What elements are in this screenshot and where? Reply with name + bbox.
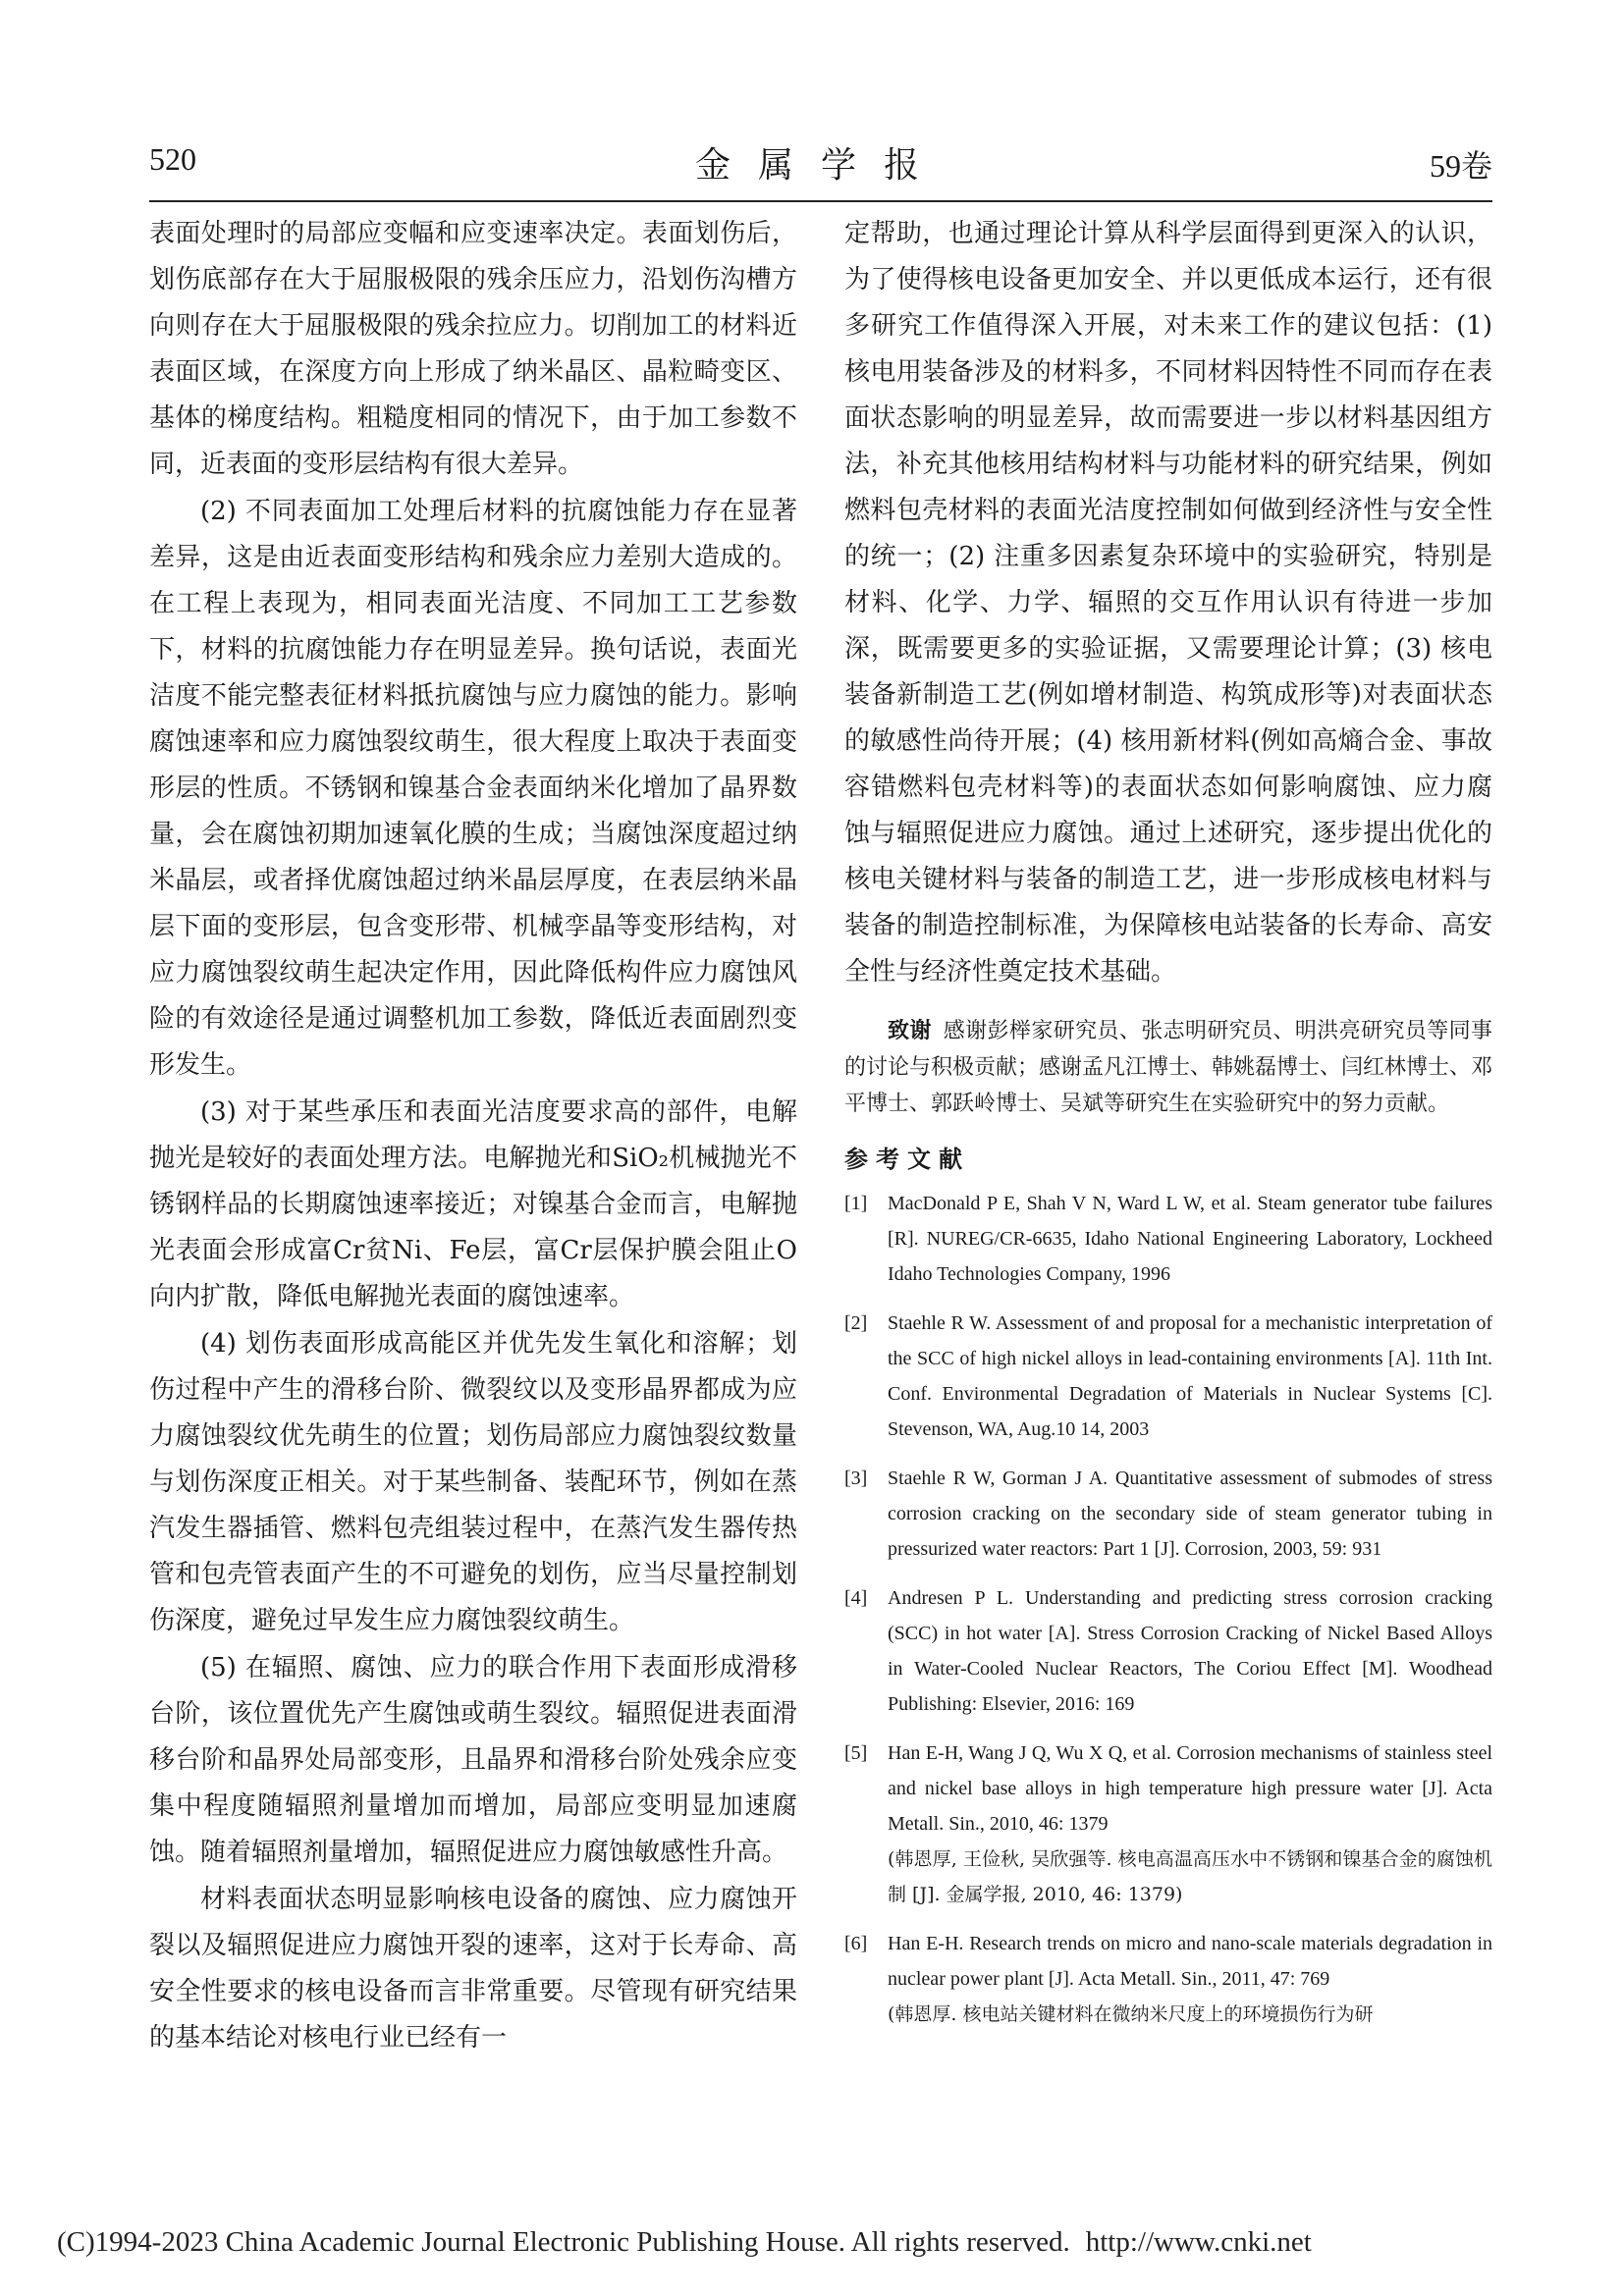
reference-item: [844, 1580, 1492, 1722]
copyright-footer: [57, 2226, 1312, 2259]
reference-number: [5]: [844, 1742, 868, 1764]
reference-chinese-text: (韩恩厚, 王俭秋, 吴欣强等. 核电高温高压水中不锈钢和镍基合金的腐蚀机制 [J]. 金属学报, 2010, 46: 1379): [888, 1848, 1492, 1905]
page-number: 520: [149, 141, 196, 177]
body-paragraph: 材料表面状态明显影响核电设备的腐蚀、应力腐蚀开裂以及辐照促进应力腐蚀开裂的速率，这对于长寿命、高安全性要求的核电设备而言非常重要。尽管现有研究结果的基本结论对核电行业已经有一: [149, 1885, 797, 2053]
right-column: [844, 211, 1492, 2046]
reference-text: Andresen P L. Understanding and predicting stress corrosion cracking (SCC) in hot water [A]. Stress Corrosion Cracking of Nickel Based Alloys in Water-Cooled Nuclear Reactors, The Coriou Effect [M]. Woodhead Publishing: Elsevier, 2016: 169: [888, 1587, 1492, 1715]
reference-chinese-text: (韩恩厚. 核电站关键材料在微纳米尺度上的环境损伤行为研: [888, 2003, 1374, 2025]
reference-number: [3]: [844, 1468, 868, 1489]
reference-number: [1]: [844, 1193, 868, 1214]
body-paragraph: (3) 对于某些承压和表面光洁度要求高的部件，电解抛光是较好的表面处理方法。电解抛光和SiO₂机械抛光不锈钢样品的长期腐蚀速率接近；对镍基合金而言，电解抛光表面会形成富Cr贫Ni、Fe层，富Cr层保护膜会阻止O向内扩散，降低电解抛光表面的腐蚀速率。: [149, 1097, 797, 1311]
acknowledgement-label: 致谢: [888, 1018, 932, 1043]
reference-item: [844, 1306, 1492, 1447]
acknowledgement: [844, 1013, 1492, 1122]
reference-text: Staehle R W, Gorman J A. Quantitative assessment of submodes of stress corrosion cracking on the secondary side of steam generator tubing in pressurized water reactors: Part 1 [J]. Corrosion, 2003, 59: 931: [888, 1468, 1492, 1560]
reference-item: [844, 1735, 1492, 1912]
reference-text: Han E-H. Research trends on micro and nano-scale materials degradation in nuclear power plant [J]. Acta Metall. Sin., 2011, 47: 769: [888, 1933, 1492, 1990]
reference-text: Han E-H, Wang J Q, Wu X Q, et al. Corrosion mechanisms of stainless steel and nickel base alloys in high temperature high pressure water [J]. Acta Metall. Sin., 2010, 46: 1379: [888, 1742, 1492, 1835]
left-column: [149, 211, 797, 2062]
reference-text: MacDonald P E, Shah V N, Ward L W, et al. Steam generator tube failures [R]. NUREG/CR-6635, Idaho National Engineering Laboratory, Lockheed Idaho Technologies Company, 1996: [888, 1193, 1492, 1285]
reference-item: [844, 1926, 1492, 2032]
volume-label: 59卷: [1429, 148, 1492, 184]
reference-text: Staehle R W. Assessment of and proposal for a mechanistic interpretation of the SCC of high nickel alloys in lead-containing environments [A]. 11th Int. Conf. Environmental Degradation of Materials in Nuclear Systems [C]. Stevenson, WA, Aug.10 14, 2003: [888, 1312, 1492, 1440]
body-paragraph: (2) 不同表面加工处理后材料的抗腐蚀能力存在显著差异，这是由近表面变形结构和残余应力差别大造成的。在工程上表现为，相同表面光洁度、不同加工工艺参数下，材料的抗腐蚀能力存在明显差异。换句话说，表面光洁度不能完整表征材料抵抗腐蚀与应力腐蚀的能力。影响腐蚀速率和应力腐蚀裂纹萌生，很大程度上取决于表面变形层的性质。不锈钢和镍基合金表面纳米化增加了晶界数量，会在腐蚀初期加速氧化膜的生成；当腐蚀深度超过纳米晶层，或者择优腐蚀超过纳米晶层厚度，在表层纳米晶层下面的变形层，包含变形带、机械孪晶等变形结构，对应力腐蚀裂纹萌生起决定作用，因此降低构件应力腐蚀风险的有效途径是通过调整机加工参数，降低近表面剧烈变形发生。: [149, 497, 797, 1080]
body-paragraph: (4) 划伤表面形成高能区并优先发生氧化和溶解；划伤过程中产生的滑移台阶、微裂纹以及变形晶界都成为应力腐蚀裂纹优先萌生的位置；划伤局部应力腐蚀裂纹数量与划伤深度正相关。对于某些制备、装配环节，例如在蒸汽发生器插管、燃料包壳组装过程中，在蒸汽发生器传热管和包壳管表面产生的不可避免的划伤，应当尽量控制划伤深度，避免过早发生应力腐蚀裂纹萌生。: [149, 1329, 797, 1635]
reference-number: [6]: [844, 1933, 868, 1954]
reference-item: [844, 1186, 1492, 1292]
body-paragraph: 定帮助，也通过理论计算从科学层面得到更深入的认识，为了使得核电设备更加安全、并以更低成本运行，还有很多研究工作值得深入开展，对未来工作的建议包括：(1) 核电用装备涉及的材料多，不同材料因特性不同而存在表面状态影响的明显差异，故而需要进一步以材料基因组方法，补充其他核用结构材料与功能材料的研究结果，例如燃料包壳材料的表面光洁度控制如何做到经济性与安全性的统一；(2) 注重多因素复杂环境中的实验研究，特别是材料、化学、力学、辐照的交互作用认识有待进一步加深，既需要更多的实验证据，又需要理论计算；(3) 核电装备新制造工艺(例如增材制造、构筑成形等)对表面状态的敏感性尚待开展；(4) 核用新材料(例如高熵合金、事故容错燃料包壳材料等)的表面状态如何影响腐蚀、应力腐蚀与辐照促进应力腐蚀。通过上述研究，逐步提出优化的核电关键材料与装备的制造工艺，进一步形成核电材料与装备的制造控制标准，为保障核电站装备的长寿命、高安全性与经济性奠定技术基础。: [844, 219, 1492, 987]
footer-link[interactable]: http://www.cnki.net: [1085, 2226, 1312, 2258]
header-rule: [149, 200, 1492, 202]
body-paragraph: (5) 在辐照、腐蚀、应力的联合作用下表面形成滑移台阶，该位置优先产生腐蚀或萌生裂纹。辐照促进表面滑移台阶和晶界处局部变形，且晶界和滑移台阶处残余应变集中程度随辐照剂量增加而增加，局部应变明显加速腐蚀。随着辐照剂量增加，辐照促进应力腐蚀敏感性升高。: [149, 1653, 797, 1867]
references-heading: 参考文献: [844, 1145, 970, 1173]
copyright-text: (C)1994-2023 China Academic Journal Electronic Publishing House. All rights reserved.: [57, 2226, 1070, 2258]
reference-item: [844, 1461, 1492, 1567]
body-paragraph: 表面处理时的局部应变幅和应变速率决定。表面划伤后，划伤底部存在大于屈服极限的残余压应力，沿划伤沟槽方向则存在大于屈服极限的残余拉应力。切削加工的材料近表面区域，在深度方向上形成了纳米晶区、晶粒畸变区、基体的梯度结构。粗糙度相同的情况下，由于加工参数不同，近表面的变形层结构有很大差异。: [149, 219, 797, 479]
journal-title: 金属学报: [694, 145, 947, 186]
page-header: [149, 137, 1492, 196]
acknowledgement-text: 感谢彭榉家研究员、张志明研究员、明洪亮研究员等同事的讨论与积极贡献；感谢孟凡江博士、韩姚磊博士、闫红林博士、邓平博士、郭跃岭博士、吴斌等研究生在实验研究中的努力贡献。: [844, 1019, 1493, 1116]
reference-number: [4]: [844, 1587, 868, 1609]
reference-number: [2]: [844, 1312, 868, 1334]
